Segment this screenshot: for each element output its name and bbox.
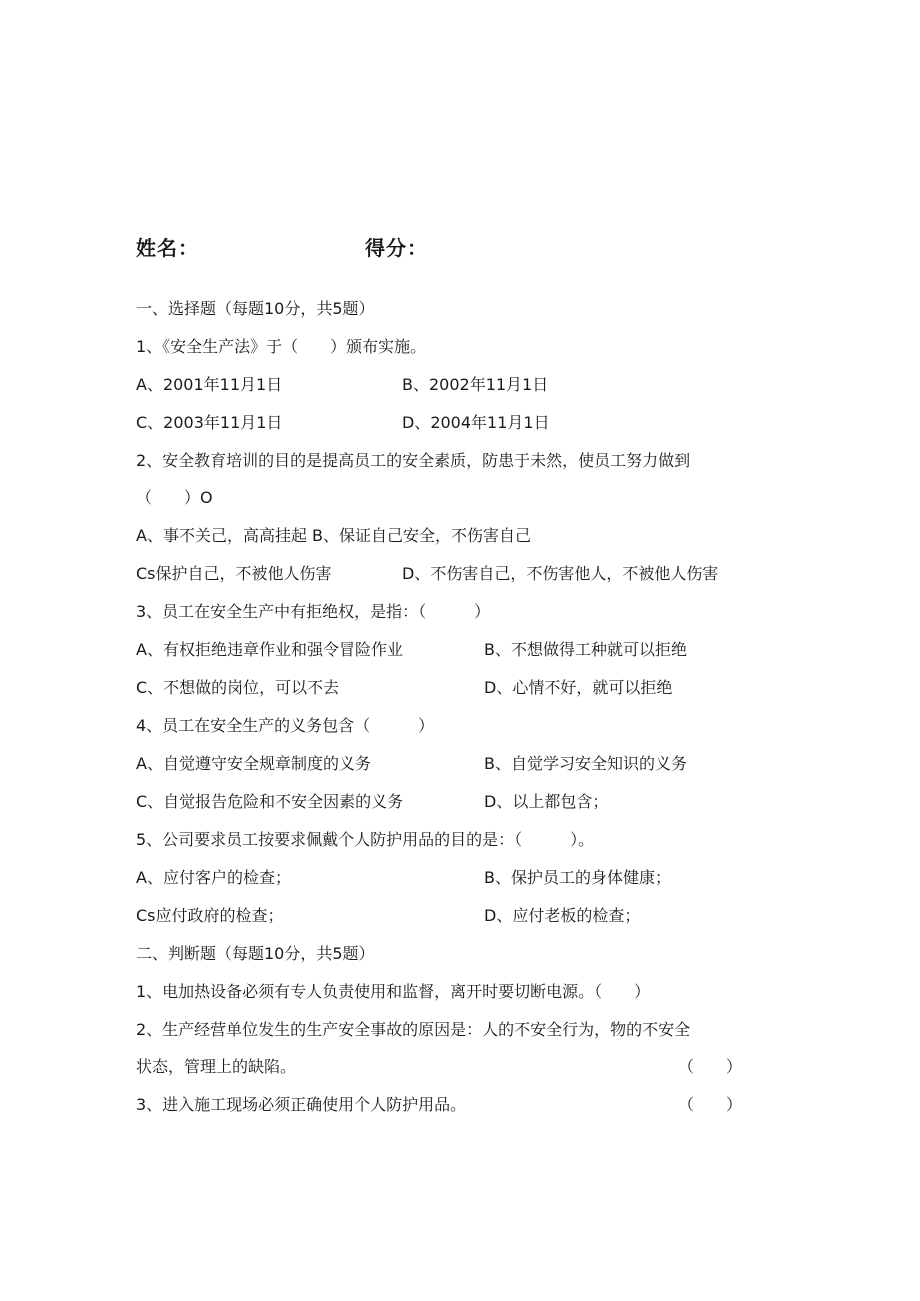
q1-option-c: C、2003年11月1日	[136, 413, 283, 432]
q4-option-d: D、以上都包含；	[484, 792, 609, 811]
q3-stem: 3、员工在安全生产中有拒绝权，是指：（ ）	[136, 602, 491, 621]
q5-option-a: A、应付客户的检查；	[136, 868, 291, 887]
q3-option-c: C、不想做的岗位，可以不去	[136, 678, 340, 697]
section1-title: 一、选择题（每题10分，共5题）	[136, 299, 375, 318]
q1-option-d: D、2004年11月1日	[402, 413, 550, 432]
name-label: 姓名：	[136, 236, 199, 260]
q5-option-b: B、保护员工的身体健康；	[484, 868, 671, 887]
judge-3-blank: （ ）	[678, 1095, 743, 1114]
q5-option-d: D、应付老板的检查；	[484, 906, 641, 925]
q4-option-b: B、自觉学习安全知识的义务	[484, 754, 687, 773]
judge-2-line2: 状态，管理上的缺陷。	[136, 1057, 297, 1076]
section2-title: 二、判断题（每题10分，共5题）	[136, 944, 375, 963]
q3-option-b: B、不想做得工种就可以拒绝	[484, 640, 687, 659]
score-label: 得分：	[365, 236, 428, 260]
q2-option-d: D、不伤害自己，不伤害他人，不被他人伤害	[402, 564, 719, 583]
q2-options-ab: A、事不关己，高高挂起 B、保证自己安全，不伤害自己	[136, 526, 532, 545]
judge-3: 3、进入施工现场必须正确使用个人防护用品。	[136, 1095, 467, 1114]
header-row	[136, 232, 776, 264]
q1-option-a: A、2001年11月1日	[136, 375, 283, 394]
judge-1: 1、电加热设备必须有专人负责使用和监督，离开时要切断电源。（ ）	[136, 982, 651, 1001]
q4-stem: 4、员工在安全生产的义务包含（ ）	[136, 716, 435, 735]
q5-stem: 5、公司要求员工按要求佩戴个人防护用品的目的是：（ ）。	[136, 830, 595, 849]
q2-stem-line1: 2、安全教育培训的目的是提高员工的安全素质，防患于未然，使员工努力做到	[136, 451, 691, 470]
q3-option-a: A、有权拒绝违章作业和强令冒险作业	[136, 640, 403, 659]
q1-option-b: B、2002年11月1日	[402, 375, 549, 394]
q4-option-c: C、自觉报告危险和不安全因素的义务	[136, 792, 404, 811]
q4-option-a: A、自觉遵守安全规章制度的义务	[136, 754, 371, 773]
q1-stem: 1、《安全生产法》于（ ）颁布实施。	[136, 337, 427, 356]
judge-2-line1: 2、生产经营单位发生的生产安全事故的原因是：人的不安全行为，物的不安全	[136, 1020, 691, 1039]
q3-option-d: D、心情不好，就可以拒绝	[484, 678, 673, 697]
q2-option-c: Cs保护自己，不被他人伤害	[136, 564, 332, 583]
judge-2-blank: （ ）	[678, 1057, 743, 1076]
q2-stem-line2: （ ）O	[136, 488, 213, 507]
q5-option-c: Cs应付政府的检查；	[136, 906, 284, 925]
